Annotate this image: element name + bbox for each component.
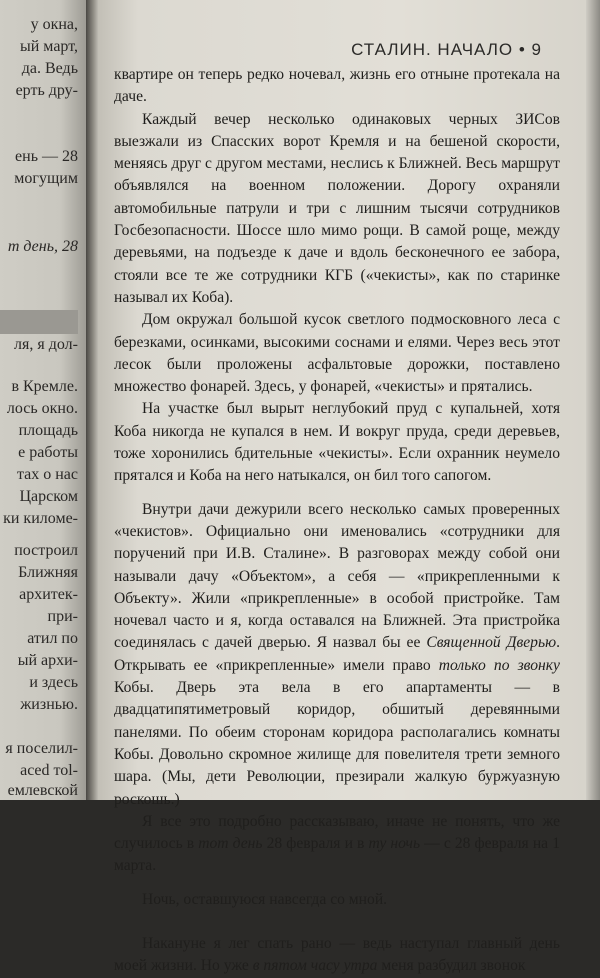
paragraph: На участке был вырыт неглубокий пруд с купальней, хотя Коба никогда не купался в нем. И вокруг пруда, среди деревьев, тоже хоронились бдительные «чекисты». Если охранник неумело прятался и Коба на него натыкался, он бил того сапогом. (114, 400, 560, 485)
left-line: лось окно. (6, 400, 78, 417)
left-line: Ближняя (18, 564, 78, 581)
paragraph: Накануне я лег спать рано — ведь наступал главный день моей жизни. Но уже в пятом часу утра меня разбудил звонок (114, 934, 560, 975)
left-line: в Кремле. (11, 378, 78, 395)
left-line: ля, я дол- (14, 336, 78, 353)
left-line: ерть дру- (15, 82, 78, 99)
left-line: у окна, (30, 16, 78, 33)
left-line: е работы (18, 444, 78, 461)
emphasis: тот день (198, 835, 263, 853)
running-header: СТАЛИН. НАЧАЛО • 9 (351, 40, 542, 59)
left-line: могущим (14, 170, 78, 187)
emphasis: Священной Дверью (426, 634, 557, 652)
left-line: ый архи- (17, 652, 78, 669)
emphasis: в пятом часу утра (252, 957, 378, 975)
emphasis: ту ночь (368, 835, 421, 853)
left-line: и здесь (29, 674, 78, 691)
page-edge (586, 0, 600, 800)
body-text (114, 64, 560, 978)
left-line: я поселил- (5, 740, 78, 757)
emphasis: только по звонку (438, 656, 560, 674)
paragraph: Каждый вечер несколько одинаковых черных ЗИСов выезжали из Спасских ворот Кремля и на бешеной скорости, меняясь друг с другом местами, неслись к Ближней. Весь маршрут объявлялся на военном положении. Дорогу охраняли автомобильные патрули и три с лишним тысячи сотрудников Госбезопасности. Шоссе шло мимо рощи. В самой роще, между деревьями, на подъезде к даче и вдоль бесконечного ее забора, стояли все те же сотрудники КГБ («чекисты», как по старинке называл их Коба). (114, 110, 560, 306)
left-line: жизнью. (20, 696, 78, 713)
right-page (98, 0, 600, 975)
left-line: ки киломе- (3, 510, 78, 527)
left-line: при- (47, 608, 78, 625)
left-line: емлевской (7, 782, 78, 799)
left-line: т день, 28 (7, 238, 78, 255)
left-line: ый март, (19, 38, 78, 55)
left-line: да. Ведь (21, 60, 78, 77)
left-line: ень — 28 (15, 148, 78, 165)
left-line: площадь (18, 422, 78, 439)
left-page (0, 0, 86, 800)
paragraph: Дом окружал большой кусок светлого подмосковного леса с березками, осинками, высокими соснами и елями. Через весь этот лесок были проложены асфальтовые дорожки, поставлено множество фонарей. Здесь, у фонарей, «чекисты» и прятались. (114, 311, 560, 396)
paragraph: Ночь, оставшуюся навсегда со мной. (142, 890, 388, 908)
left-line: построил (14, 542, 78, 559)
left-line: тах о нас (16, 466, 78, 483)
paragraph: Внутри дачи дежурили всего несколько самых проверенных «чекистов». Официально они именовались «сотрудники для поручений при И.В. Сталине». В разговорах между собой они называли дачу «Объектом», а себя — «прикрепленными к Объекту». Жили «прикрепленные» в особой пристройке. Там ночевал часто и я, когда оставался на Ближней. Эта пристройка соединялась с дачей дверью. Я назвал бы ее Священной Дверью. Открывать ее «прикрепленные» имели право только по звонку Кобы. Дверь эта вела в его апартаменты — в двадцатипятиметровый коридор, обшитый деревянными панелями. По обеим сторонам коридора располагались комнаты Кобы. Довольно скромное жилище для повелителя трети земного шара. (Мы, дети Революции, презирали жалкую буржуазную роскошь.) (114, 500, 560, 808)
left-line: атил по (27, 630, 78, 647)
left-line: архитек- (19, 586, 78, 603)
left-line: Царском (19, 488, 78, 505)
paragraph: квартире он теперь редко ночевал, жизнь его отныне протекала на даче. (114, 66, 560, 106)
left-line: асed тоl- (20, 762, 78, 779)
book-gutter (86, 0, 98, 800)
left-page-shaded-bar (0, 310, 78, 334)
paragraph: Я все это подробно рассказываю, иначе не понять, что же случилось в тот день 28 февраля и в ту ночь — с 28 февраля на 1 марта. (114, 812, 560, 875)
